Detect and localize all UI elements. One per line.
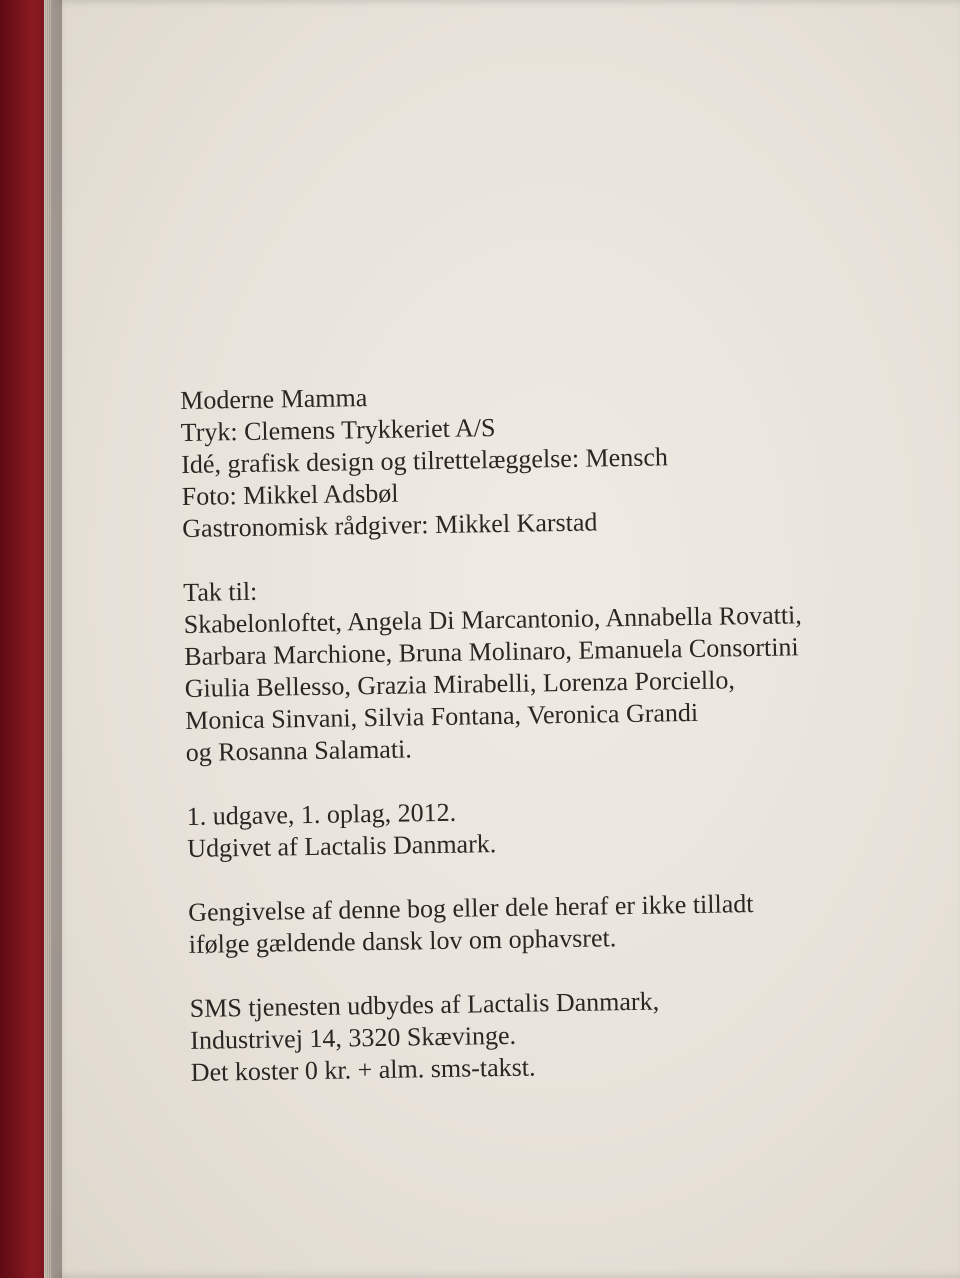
- gastronomy-advisor-line: Gastronomisk rådgiver: Mikkel Karstad: [182, 507, 598, 543]
- thanks-line: Giulia Bellesso, Grazia Mirabelli, Lorenza Porciello,: [184, 665, 736, 703]
- thanks-block: [183, 565, 960, 769]
- copyright-block: [188, 885, 960, 961]
- address-line: Industrivej 14, 3320 Skævinge.: [190, 1020, 517, 1055]
- page-gutter-shadow: [40, 0, 62, 1278]
- copyright-line: Gengivelse af denne bog eller dele heraf er ikke tilladt: [188, 889, 754, 927]
- thanks-line: Barbara Marchione, Bruna Molinaro, Emanuela Consortini: [184, 632, 799, 671]
- photo-line: Foto: Mikkel Adsbøl: [181, 478, 399, 511]
- thanks-line: og Rosanna Salamati.: [185, 734, 412, 767]
- price-line: Det koster 0 kr. + alm. sms-takst.: [190, 1052, 536, 1087]
- design-line: Idé, grafisk design og tilrettelæggelse: Mensch: [181, 442, 669, 479]
- edition-line: 1. udgave, 1. oplag, 2012.: [186, 797, 457, 831]
- copyright-line: ifølge gældende dansk lov om ophavsret.: [188, 923, 617, 959]
- printer-line: Tryk: Clemens Trykkeriet A/S: [180, 413, 496, 447]
- credits-block: [180, 373, 960, 545]
- book-title-line: Moderne Mamma: [180, 383, 368, 415]
- colophon-text: [180, 373, 960, 1121]
- thanks-heading: Tak til:: [183, 576, 258, 607]
- thanks-line: Monica Sinvani, Silvia Fontana, Veronica Grandi: [185, 697, 699, 735]
- thanks-line: Skabelonloftet, Angela Di Marcantonio, Annabella Rovatti,: [183, 600, 803, 639]
- edition-block: [187, 789, 960, 865]
- sms-block: [190, 981, 960, 1089]
- sms-line: SMS tjenesten udbydes af Lactalis Danmark,: [189, 986, 660, 1023]
- publisher-line: Udgivet af Lactalis Danmark.: [187, 829, 497, 863]
